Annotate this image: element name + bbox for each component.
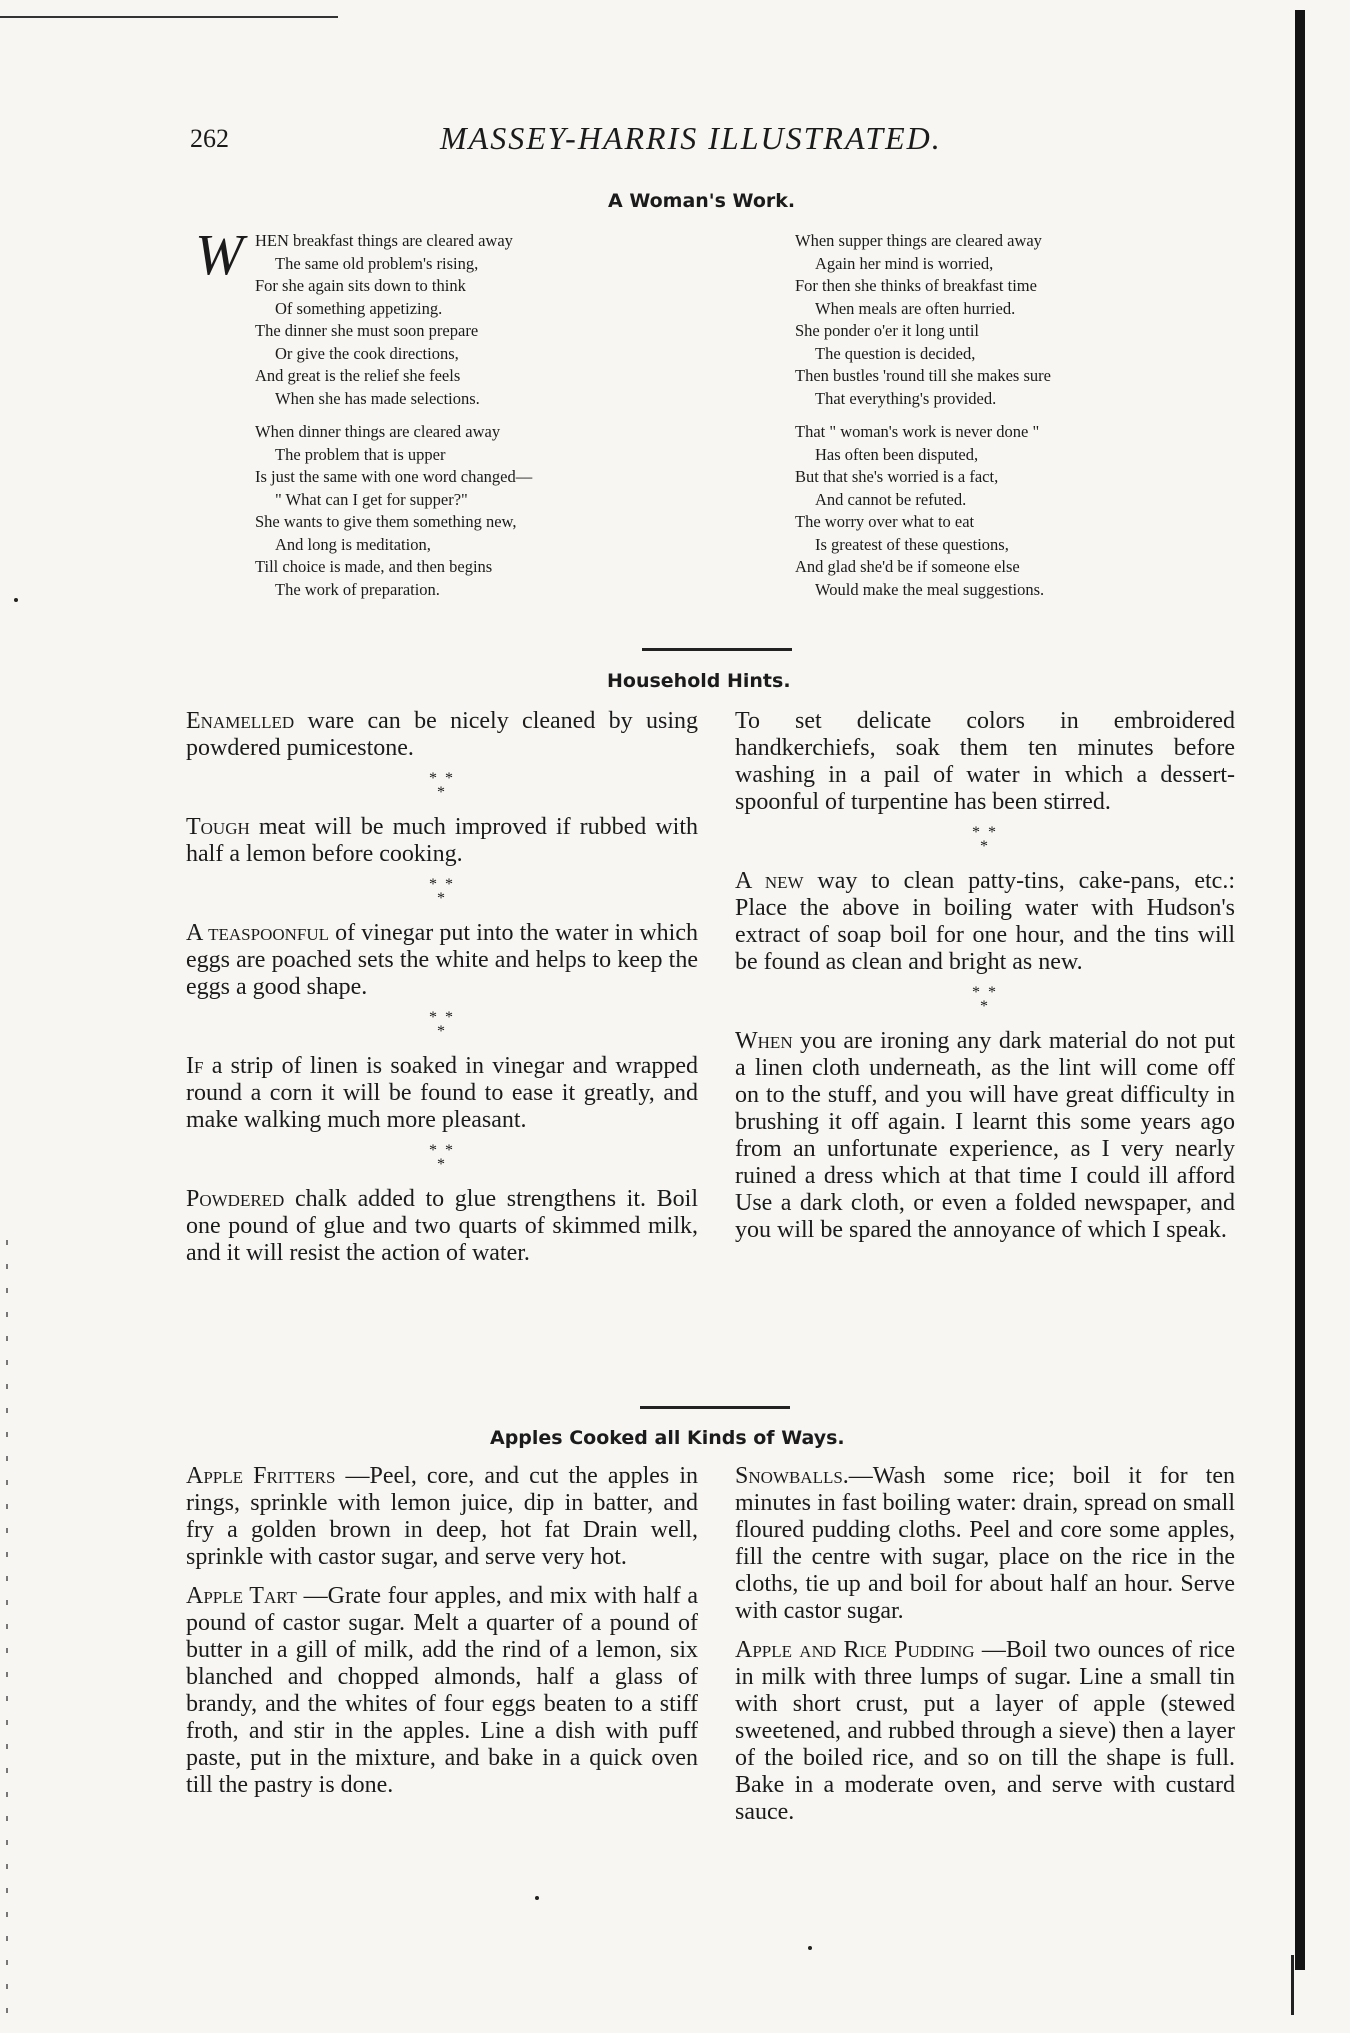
apples-right-column (735, 1463, 1235, 1826)
paragraph-lead: Apple and Rice Pudding (735, 1637, 975, 1663)
asterism-separator (186, 878, 698, 906)
poem-line: When supper things are cleared away (795, 231, 1042, 250)
poem-line: The dinner she must soon prepare (255, 321, 479, 340)
paragraph-text: way to clean patty-tins, cake-pans, etc.: Place the above in boiling water with Hudson's extract of soap boil for one hour, and the tins will be found as clean and bright as new. (735, 868, 1236, 975)
poem-line: The same old problem's rising, (275, 253, 479, 273)
paragraph-text: —Grate four apples, and mix with half a pound of castor sugar. Melt a quarter of a pound of butter in a gill of milk, add the rind of a lemon, six blanched and chopped almonds, half a glass of brandy, and the whites of four eggs beaten to a stiff froth, and stir in the apples. Line a dish with puff paste, put in the mixture, and bake in a quick oven till the pastry is done. (186, 1583, 699, 1798)
poem-line: And glad she'd be if someone else (795, 557, 1020, 576)
paragraph-text: meat will be much improved if rubbed with half a lemon before cooking. (186, 814, 698, 867)
paragraph-text: —Peel, core, and cut the apples in rings, sprinkle with lemon juice, dip in batter, and fry a golden brown in deep, hot fat Drain well, sprinkle with castor sugar, and serve very hot. (186, 1463, 698, 1570)
poem-line: Is just the same with one word changed— (255, 467, 533, 486)
poem-line: And cannot be refuted. (815, 489, 967, 509)
paragraph-lead: Apple Fritters (186, 1463, 336, 1489)
poem-stanza (795, 421, 1051, 601)
asterism-separator (735, 826, 1235, 854)
poem-right-stanzas (795, 230, 1051, 601)
poem-line: Of something appetizing. (275, 298, 443, 318)
section-divider (642, 648, 792, 651)
drop-cap: W (195, 222, 244, 287)
asterism-separator (186, 1011, 698, 1039)
poem-line: For she again sits down to think (255, 276, 466, 295)
poem-line: Or give the cook directions, (275, 343, 459, 363)
poem-line: When dinner things are cleared away (255, 422, 501, 441)
paragraph-text: —Wash some rice; boil it for ten minutes in fast boiling water: drain, spread on small floured pudding cloths. Peel and core some apples, fill the centre with sugar, place on the rice in the cloths, tie up and boil for about half an hour. Serve with castor sugar. (735, 1463, 1235, 1624)
poem-right-column (795, 230, 1051, 612)
paragraph-lead: A new (735, 868, 804, 894)
paragraph-text: a strip of linen is soaked in vinegar and wrapped round a corn it will be found to ease it greatly, and make walking much more pleasant. (186, 1053, 698, 1133)
poem-line: She wants to give them something new, (255, 512, 517, 531)
apples-section-title: Apples Cooked all Kinds of Ways. (490, 1427, 845, 1449)
poem-line: And long is meditation, (275, 534, 431, 554)
paragraph (735, 1463, 1235, 1625)
poem-stanza (795, 230, 1051, 410)
asterism-top: * * (429, 1009, 455, 1026)
paragraph-lead: Enamelled (186, 708, 295, 734)
poem-line: The work of preparation. (275, 579, 440, 599)
poem-line: That " woman's work is never done " (795, 422, 1040, 441)
margin-speck (14, 598, 18, 602)
paragraph (186, 814, 698, 868)
asterism-separator (186, 772, 698, 800)
poem-left-stanzas (255, 230, 532, 601)
paragraph (735, 1028, 1235, 1244)
paragraph-text: chalk added to glue strengthens it. Boil one pound of glue and two quarts of skimmed milk, and it will resist the action of water. (186, 1186, 698, 1266)
asterism-top: * * (429, 876, 455, 893)
paragraph-text: of vinegar put into the water in which eggs are poached sets the white and helps to keep the eggs a good shape. (186, 920, 698, 1000)
poem-line: Would make the meal suggestions. (815, 579, 1045, 599)
page-number: 262 (190, 124, 229, 153)
asterism-separator (186, 1144, 698, 1172)
hints-right-column (735, 708, 1235, 1244)
poem-stanza (255, 230, 532, 410)
poem-line: HEN breakfast things are cleared away (255, 231, 513, 250)
household-hints-title: Household Hints. (607, 670, 791, 692)
asterism-bottom: * (980, 998, 990, 1015)
margin-speck (535, 1896, 539, 1900)
asterism-bottom: * (437, 890, 447, 907)
asterism-top: * * (972, 984, 998, 1001)
paragraph-lead: Powdered (186, 1186, 285, 1212)
paragraph (735, 708, 1235, 816)
asterism-top: * * (429, 770, 455, 787)
asterism-bottom: * (437, 1023, 447, 1040)
running-title: MASSEY-HARRIS ILLUSTRATED. (440, 120, 942, 156)
paragraph (735, 868, 1235, 976)
asterism-top: * * (972, 824, 998, 841)
paragraph (735, 1637, 1235, 1826)
poem-line: Till choice is made, and then begins (255, 557, 493, 576)
paragraph-text: To set delicate colors in embroidered handkerchiefs, soak them ten minutes before washing in a pail of water in which a dessert-spoonful of turpentine has been stirred. (735, 708, 1235, 815)
paragraph (186, 920, 698, 1001)
asterism-separator (735, 986, 1235, 1014)
page-header (190, 120, 990, 160)
paragraph-lead: When (735, 1028, 793, 1054)
paragraph (186, 1583, 698, 1799)
paragraph (186, 708, 698, 762)
section-divider (640, 1406, 790, 1409)
page-binding-edge-lower (1291, 1955, 1294, 2015)
apples-left-column (186, 1463, 698, 1799)
poem-line: When she has made selections. (275, 388, 480, 408)
poem-line: The problem that is upper (275, 444, 446, 464)
poem-title: A Woman's Work. (608, 190, 796, 212)
page-binding-edge (1295, 10, 1305, 1970)
paragraph-text: —Boil two ounces of rice in milk with three lumps of sugar. Line a small tin with short crust, put a layer of apple (stewed sweetened, and rubbed through a sieve) then a layer of the boiled rice, and so on till the shape is full. Bake in a moderate oven, and serve with custard sauce. (735, 1637, 1235, 1825)
asterism-top: * * (429, 1142, 455, 1159)
margin-speck (808, 1946, 812, 1950)
asterism-bottom: * (437, 784, 447, 801)
paragraph-lead: Tough (186, 814, 250, 840)
paragraph-text: you are ironing any dark material do not put a linen cloth underneath, as the lint will come off on to the stuff, and you will have great difficulty in brushing it off again. I learnt this some years ago from an unfortunate experience, as I very nearly ruined a dress which at that time I could ill afford Use a dark cloth, or even a folded newspaper, and you will be spared the annoyance of which I speak. (735, 1028, 1235, 1243)
paragraph-lead: If (186, 1053, 204, 1079)
asterism-bottom: * (980, 838, 990, 855)
paragraph-lead: A teaspoonful (186, 920, 330, 946)
poem-left-column (195, 222, 533, 612)
poem-line: And great is the relief she feels (255, 366, 461, 385)
poem-line: Has often been disputed, (815, 444, 979, 464)
poem-line: That everything's provided. (815, 388, 997, 408)
paragraph-lead: Apple Tart (186, 1583, 297, 1609)
poem-line: For then she thinks of breakfast time (795, 276, 1037, 295)
paragraph (186, 1186, 698, 1267)
poem-line: The worry over what to eat (795, 512, 975, 531)
poem-stanza (255, 421, 532, 601)
poem-line: Again her mind is worried, (815, 253, 994, 273)
poem-line: When meals are often hurried. (815, 298, 1016, 318)
top-edge-rule (0, 16, 338, 18)
poem-line: Is greatest of these questions, (815, 534, 1009, 554)
poem-line: She ponder o'er it long until (795, 321, 979, 340)
paragraph-lead: Snowballs. (735, 1463, 849, 1489)
paragraph-text: ware can be nicely cleaned by using powdered pumicestone. (186, 708, 698, 761)
poem-line: Then bustles 'round till she makes sure (795, 366, 1051, 385)
poem-line: " What can I get for supper?" (275, 489, 468, 509)
paragraph (186, 1053, 698, 1134)
poem-line: The question is decided, (815, 343, 976, 363)
asterism-bottom: * (437, 1156, 447, 1173)
left-margin-marks (6, 1240, 8, 2030)
hints-left-column (186, 708, 698, 1267)
poem-line: But that she's worried is a fact, (795, 467, 999, 486)
paragraph (186, 1463, 698, 1571)
